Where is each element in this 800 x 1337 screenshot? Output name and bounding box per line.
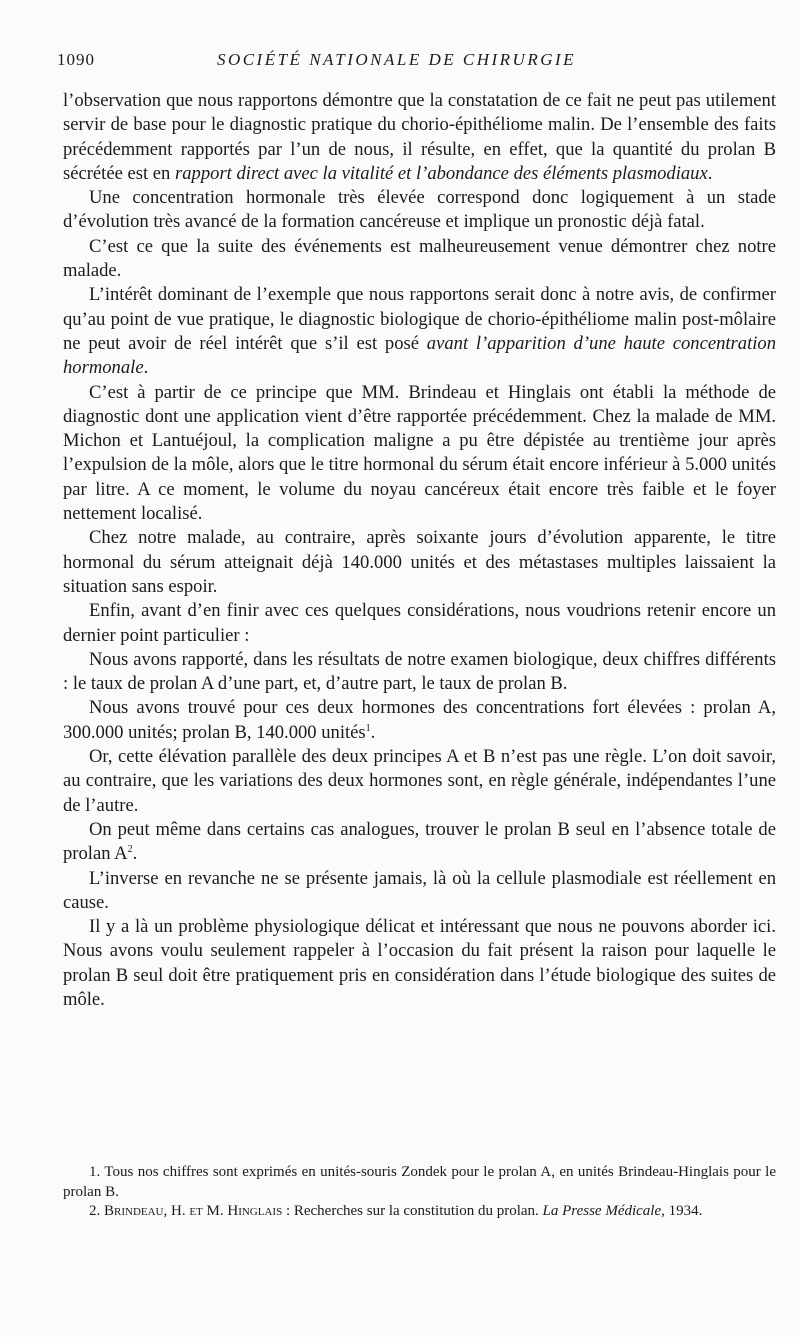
paragraph: Or, cette élévation parallèle des deux principes A et B n’est pas une règle. L’on doit savoir, au contraire, que les variations des deux hormones sont, en règle générale, indépendantes l’une de l’autre.: [63, 746, 776, 816]
paragraph: Il y a là un problème physiologique délicat et intéressant que nous ne pouvons aborder ici. Nous avons voulu seulement rappeler à l’occasion du fait présent la raison pour laquelle le prolan B seul doit être pratiquement pris en considération dans l’étude biologique des suites de môle.: [63, 916, 776, 1010]
paragraph: L’inverse en revanche ne se présente jamais, là où la cellule plasmodiale est réellement en cause.: [63, 867, 776, 913]
paragraph: l’observation que nous rapportons démontre que la constatation de ce fait ne peut pas utilement servir de base pour le diagnostic pratique du chorio-épithéliome malin. De l’ensemble des faits précédemment rapportés par l’un de nous, il résulte, en effet, que la quantité du prolan B sécrétée est en rapport direct avec la vitalité et l’abondance des éléments plasmodiaux.: [63, 90, 776, 184]
journal-title: La Presse Médicale: [542, 1203, 662, 1219]
body-text: [63, 89, 776, 1012]
footnote-authors: Brindeau, H. et M. Hinglais: [104, 1203, 283, 1219]
paragraph: On peut même dans certains cas analogues, trouver le prolan B seul en l’absence totale de prolan $A^2$.: [63, 818, 776, 865]
paragraph: Chez notre malade, au contraire, après soixante jours d’évolution apparente, le titre hormonal du sérum atteignait déjà 140.000 unités et des métastases multiples laissaient la situation sans espoir.: [63, 527, 776, 597]
paragraph: L’intérêt dominant de l’exemple que nous rapportons serait donc à notre avis, de confirmer qu’au point de vue pratique, le diagnostic biologique de chorio-épithéliome malin post-môlaire ne peut avoir de réel intérêt que s’il est posé avant l’apparition d’une haute concentration hormonale.: [63, 284, 777, 379]
paragraph: Enfin, avant d’en finir avec ces quelques considérations, nous voudrions retenir encore un dernier point particulier :: [63, 600, 776, 646]
page-number: 1090: [57, 50, 95, 69]
paragraph: C’est ce que la suite des événements est malheureusement venue démontrer chez notre malade.: [63, 235, 776, 282]
footnotes: [63, 1163, 776, 1222]
footnote: 2. Brindeau, H. et M. Hinglais : Recherches sur la constitution du prolan. La Presse Médicale, 1934.: [89, 1203, 703, 1219]
page-header: [57, 50, 736, 80]
paragraph: Nous avons trouvé pour ces deux hormones des concentrations fort élevées : prolan A, 300.000 unités; prolan B, 140.000 unités$^1$.: [63, 697, 776, 743]
paragraph: C’est à partir de ce principe que MM. Brindeau et Hinglais ont établi la méthode de diagnostic dont une application vient d’être rapportée précédemment. Chez la malade de MM. Michon et Lantuéjoul, la complication maligne a pu être dépistée au trentième jour après l’expulsion de la môle, alors que le titre hormonal du sérum était encore inférieur à 5.000 unités par litre. A ce moment, le volume du noyau cancéreux était encore très faible et le foyer nettement localisé.: [63, 381, 776, 525]
footnote: 1. Tous nos chiffres sont exprimés en unités-souris Zondek pour le prolan A, en unités Brindeau-Hinglais pour le prolan B.: [63, 1164, 776, 1200]
footnote-ref[interactable]: 1: [365, 722, 371, 734]
emphasis: avant l’apparition d’une haute concentration hormonale: [63, 332, 777, 379]
paragraph: Une concentration hormonale très élevée correspond donc logiquement à un stade d’évolution très avancé de la formation cancéreuse et implique un pronostic déjà fatal.: [63, 187, 776, 233]
paragraph: Nous avons rapporté, dans les résultats de notre examen biologique, deux chiffres différents : le taux de prolan A d’une part, et, d’autre part, le taux de prolan B.: [63, 648, 776, 695]
footnote-ref[interactable]: 2: [127, 844, 133, 856]
running-title: SOCIÉTÉ NATIONALE DE CHIRURGIE: [216, 50, 577, 69]
emphasis: rapport direct avec la vitalité et l’abondance des éléments plasmodiaux: [175, 162, 708, 184]
